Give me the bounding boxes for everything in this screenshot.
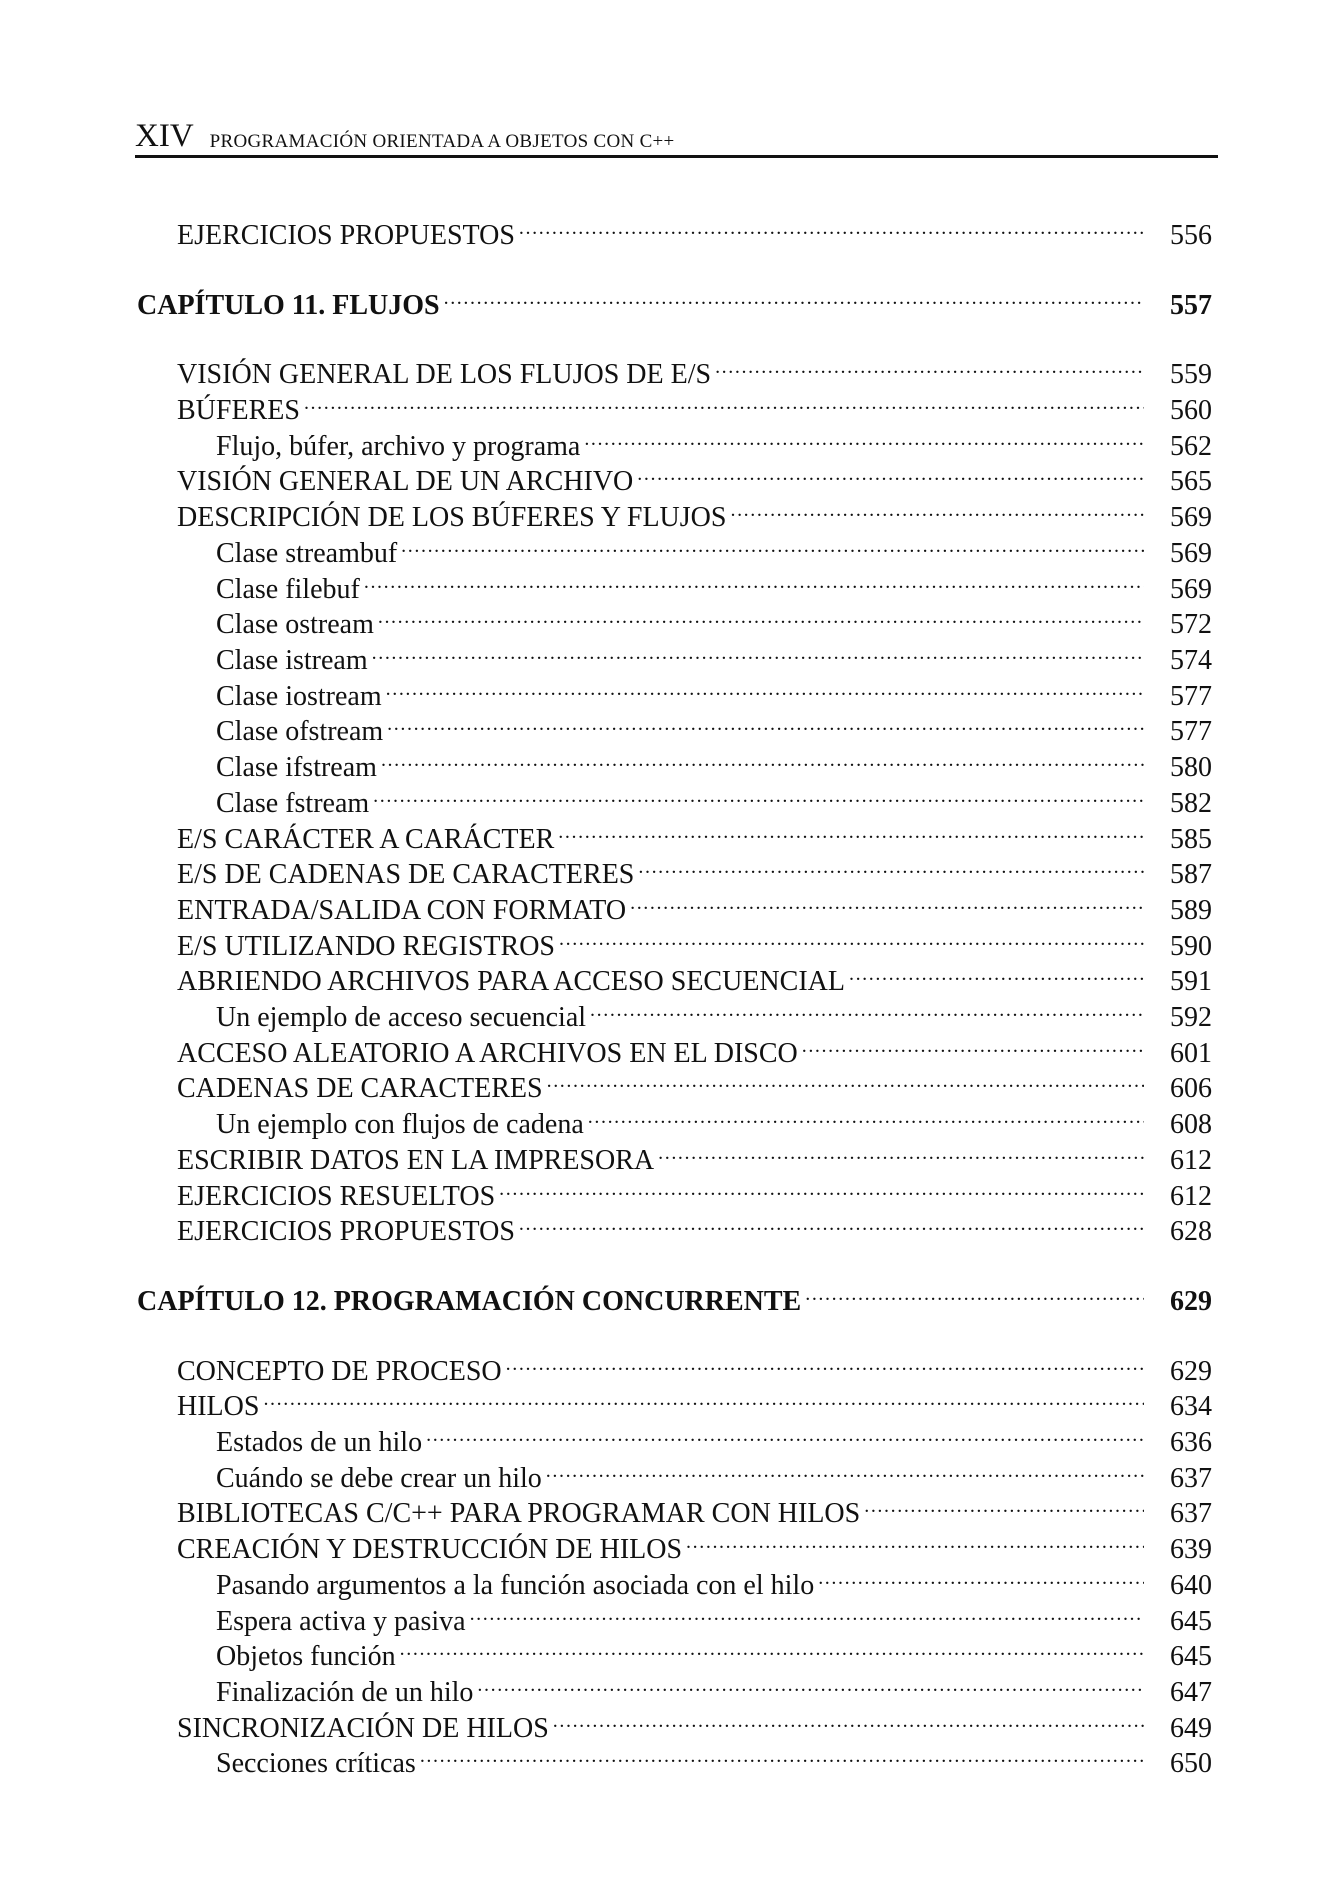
toc-entry (177, 849, 1212, 890)
toc-entry-title: E/S DE CADENAS DE CARACTERES (177, 859, 635, 890)
dot-leader (477, 1667, 1144, 1701)
toc-entry-title: Clase ofstream (216, 716, 384, 747)
toc-page-number: 585 (1170, 824, 1212, 855)
dot-leader (387, 706, 1144, 740)
toc-entry-title: EJERCICIOS PROPUESTOS (177, 220, 515, 251)
toc-page-number: 569 (1170, 538, 1212, 569)
dot-leader (849, 956, 1144, 990)
toc-entry (216, 528, 1212, 569)
dot-leader (637, 456, 1144, 490)
toc-page-number: 577 (1170, 681, 1212, 712)
toc-page-number: 645 (1170, 1641, 1212, 1672)
dot-leader (372, 635, 1144, 669)
toc-entry-title: Clase fstream (216, 788, 370, 819)
dot-leader (590, 992, 1144, 1026)
toc-entry (177, 492, 1212, 533)
toc-entry-title: CAPÍTULO 11. FLUJOS (137, 290, 440, 321)
toc-entry-title: ACCESO ALEATORIO A ARCHIVOS EN EL DISCO (177, 1038, 798, 1069)
dot-leader (401, 528, 1144, 562)
toc-page-number: 650 (1170, 1748, 1212, 1779)
dot-leader (558, 814, 1144, 848)
toc-entry-title: DESCRIPCIÓN DE LOS BÚFERES Y FLUJOS (177, 502, 727, 533)
dot-leader (506, 1346, 1144, 1380)
book-title: PROGRAMACIÓN ORIENTADA A OBJETOS CON C++ (209, 131, 675, 152)
toc-entry (216, 742, 1212, 783)
toc-page-number: 639 (1170, 1534, 1212, 1565)
toc-page-number: 580 (1170, 752, 1212, 783)
toc-page-number: 636 (1170, 1427, 1212, 1458)
dot-leader (864, 1488, 1144, 1522)
toc-page-number: 582 (1170, 788, 1212, 819)
toc-entry-title: CADENAS DE CARACTERES (177, 1073, 543, 1104)
toc-entry (216, 1631, 1212, 1672)
toc-entry-title: Cuándo se debe crear un hilo (216, 1463, 542, 1494)
toc-page-number: 601 (1170, 1038, 1212, 1069)
toc-page-number: 629 (1170, 1356, 1212, 1387)
toc-entry-title: ESCRIBIR DATOS EN LA IMPRESORA (177, 1145, 655, 1176)
toc-entry-title: Clase streambuf (216, 538, 398, 569)
toc-page-number: 562 (1170, 431, 1212, 462)
toc-entry-title: ENTRADA/SALIDA CON FORMATO (177, 895, 627, 926)
toc-entry (216, 671, 1212, 712)
toc-page-number: 577 (1170, 716, 1212, 747)
toc-entry-title: VISIÓN GENERAL DE UN ARCHIVO (177, 466, 634, 497)
toc-page-number: 637 (1170, 1463, 1212, 1494)
toc-entry (177, 1135, 1212, 1176)
dot-leader (364, 564, 1144, 598)
toc-entry (177, 210, 1212, 251)
toc-entry (177, 349, 1212, 390)
toc-page-number: 608 (1170, 1109, 1212, 1140)
dot-leader (470, 1596, 1144, 1630)
toc-page-number: 569 (1170, 502, 1212, 533)
page-numeral: XIV (135, 118, 194, 154)
toc-page-number: 565 (1170, 466, 1212, 497)
dot-leader (584, 421, 1144, 455)
dot-leader (818, 1560, 1144, 1594)
toc-entry (177, 1171, 1212, 1212)
toc-page-number: 560 (1170, 395, 1212, 426)
toc-page-number: 590 (1170, 931, 1212, 962)
toc-entry-title: VISIÓN GENERAL DE LOS FLUJOS DE E/S (177, 359, 712, 390)
toc-entry-title: Un ejemplo de acceso secuencial (216, 1002, 587, 1033)
dot-leader (263, 1381, 1144, 1415)
toc-entry (177, 921, 1212, 962)
toc-entry (177, 1063, 1212, 1104)
dot-leader (519, 210, 1144, 244)
toc-entry (216, 992, 1212, 1033)
dot-leader (547, 1063, 1144, 1097)
toc-entry (177, 385, 1212, 426)
toc-entry (177, 814, 1212, 855)
dot-leader (686, 1524, 1144, 1558)
toc-entry (216, 635, 1212, 676)
toc-entry (216, 1099, 1212, 1140)
dot-leader (588, 1099, 1144, 1133)
toc-page-number: 640 (1170, 1570, 1212, 1601)
dot-leader (730, 492, 1144, 526)
dot-leader (304, 385, 1144, 419)
toc-entry (177, 956, 1212, 997)
toc-entry (216, 421, 1212, 462)
toc-entry-title: BÚFERES (177, 395, 300, 426)
toc-entry (216, 706, 1212, 747)
toc-entry-title: EJERCICIOS RESUELTOS (177, 1181, 496, 1212)
dot-leader (553, 1703, 1144, 1737)
toc-entry-title: Clase istream (216, 645, 368, 676)
toc-entry (216, 1560, 1212, 1601)
toc-entry (216, 1453, 1212, 1494)
toc-entry (216, 1667, 1212, 1708)
dot-leader (805, 1276, 1144, 1310)
toc-page-number: 612 (1170, 1181, 1212, 1212)
toc-entry-title: EJERCICIOS PROPUESTOS (177, 1216, 515, 1247)
toc-chapter (137, 280, 1212, 321)
toc-entry-title: Espera activa y pasiva (216, 1606, 466, 1637)
dot-leader (378, 599, 1144, 633)
dot-leader (400, 1631, 1144, 1665)
toc-entry (216, 1596, 1212, 1637)
toc-entry-title: E/S CARÁCTER A CARÁCTER (177, 824, 555, 855)
toc-entry (216, 564, 1212, 605)
dot-leader (559, 921, 1144, 955)
toc-entry-title: CAPÍTULO 12. PROGRAMACIÓN CONCURRENTE (137, 1286, 802, 1317)
toc-entry (177, 1524, 1212, 1565)
toc-entry (177, 1206, 1212, 1247)
toc-entry-title: Un ejemplo con flujos de cadena (216, 1109, 584, 1140)
toc-entry (216, 599, 1212, 640)
toc-entry-title: Clase ifstream (216, 752, 377, 783)
toc-page-number: 647 (1170, 1677, 1212, 1708)
toc-entry-title: Clase iostream (216, 681, 382, 712)
toc-page-number: 645 (1170, 1606, 1212, 1637)
toc-entry-title: ABRIENDO ARCHIVOS PARA ACCESO SECUENCIAL (177, 966, 845, 997)
dot-leader (444, 280, 1144, 314)
dot-leader (499, 1171, 1144, 1205)
toc-page-number: 587 (1170, 859, 1212, 890)
toc-entry-title: Flujo, búfer, archivo y programa (216, 431, 581, 462)
toc-page-number: 574 (1170, 645, 1212, 676)
dot-leader (638, 849, 1144, 883)
dot-leader (630, 885, 1144, 919)
toc-entry (177, 1381, 1212, 1422)
toc-entry (177, 1703, 1212, 1744)
toc-entry-title: E/S UTILIZANDO REGISTROS (177, 931, 555, 962)
toc-entry-title: CREACIÓN Y DESTRUCCIÓN DE HILOS (177, 1534, 683, 1565)
toc-entry-title: Finalización de un hilo (216, 1677, 474, 1708)
toc-page-number: 572 (1170, 609, 1212, 640)
dot-leader (426, 1417, 1144, 1451)
dot-leader (420, 1738, 1144, 1772)
toc-page-number: 592 (1170, 1002, 1212, 1033)
toc-page-number: 628 (1170, 1216, 1212, 1247)
toc-entry-title: CONCEPTO DE PROCESO (177, 1356, 502, 1387)
toc-page-number: 589 (1170, 895, 1212, 926)
toc-page-number: 634 (1170, 1391, 1212, 1422)
toc-entry (216, 1738, 1212, 1779)
toc-entry-title: Clase filebuf (216, 574, 360, 605)
toc-entry (177, 456, 1212, 497)
toc-entry (177, 1346, 1212, 1387)
dot-leader (715, 349, 1144, 383)
toc-entry-title: SINCRONIZACIÓN DE HILOS (177, 1713, 549, 1744)
toc-entry (177, 1488, 1212, 1529)
dot-leader (519, 1206, 1144, 1240)
toc-page-number: 612 (1170, 1145, 1212, 1176)
toc-page-number: 556 (1170, 220, 1212, 251)
toc-entry-title: Pasando argumentos a la función asociada con el hilo (216, 1570, 815, 1601)
dot-leader (546, 1453, 1144, 1487)
toc-entry-title: HILOS (177, 1391, 260, 1422)
toc-entry-title: Estados de un hilo (216, 1427, 423, 1458)
toc-entry (177, 1028, 1212, 1069)
toc-page-number: 649 (1170, 1713, 1212, 1744)
toc-entry (177, 885, 1212, 926)
dot-leader (386, 671, 1144, 705)
dot-leader (802, 1028, 1144, 1062)
dot-leader (658, 1135, 1144, 1169)
toc-entry-title: Secciones críticas (216, 1748, 416, 1779)
toc-page-number: 591 (1170, 966, 1212, 997)
toc-entry-title: Clase ostream (216, 609, 374, 640)
toc-chapter (137, 1276, 1212, 1317)
toc-entry (216, 778, 1212, 819)
toc-page-number: 569 (1170, 574, 1212, 605)
toc-page-number: 559 (1170, 359, 1212, 390)
toc-entry-title: Objetos función (216, 1641, 396, 1672)
dot-leader (381, 742, 1144, 776)
toc-entry (216, 1417, 1212, 1458)
toc-page-number: 606 (1170, 1073, 1212, 1104)
dot-leader (373, 778, 1144, 812)
toc-entry-title: BIBLIOTECAS C/C++ PARA PROGRAMAR CON HILOS (177, 1498, 861, 1529)
toc-page-number: 637 (1170, 1498, 1212, 1529)
toc-page-number: 557 (1170, 290, 1212, 321)
toc-page-number: 629 (1170, 1286, 1212, 1317)
